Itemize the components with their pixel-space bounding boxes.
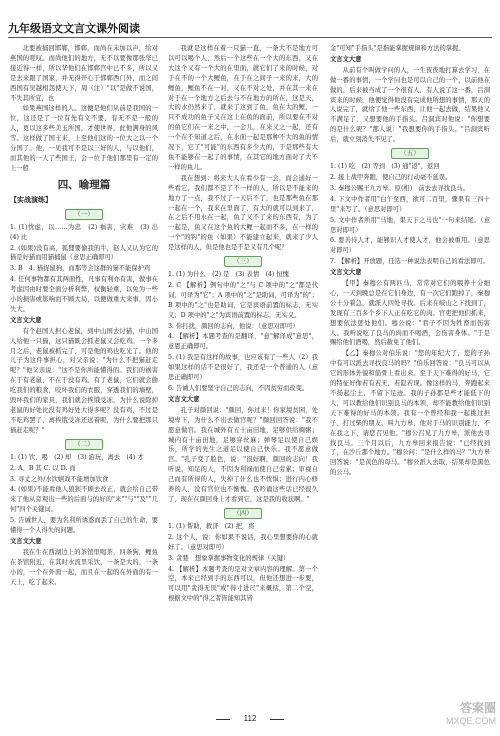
answer-item: 2. C 【解析】例句中的"之"与 C 项中的"之"都是代词，可译为"它"；A 项中的"之"是助词，可译为"的"；B 项中的"之"也是助词，它是宾语前置的标志，无实义；D 项中的"之"为宾语前置的标志，无实义。 [168, 281, 318, 319]
answer-item: 1. (1) 帮助，救济 (2) 把，将 [168, 522, 255, 530]
answer-item: 6. 告诫人们要坚守自己的志向，不因贫穷而改变。 [168, 385, 309, 392]
answer-item: 4. 【解析】本题考查的是对文章内容的理解。第一个空，本来已经到手的东西可以，但他还想进一步要，可以用"贪得无厌"或"得寸进尺"来概括，第二个空，根据文中的"得之者皆能知其皆 [168, 565, 318, 603]
answer-item: 5. 文中作者所用"马地，果天下之马也"一句来结尾。（意思对即可） [330, 216, 490, 234]
translation-text: 我在生在西湖边上的茶馆里喝茶，四条狗，鲤鱼在茶馆附近，在其时水流里采饮，一条是大的，一条小的，一个在外面一起，而且在一起的在外面的有一天上，吃了起来。 [10, 548, 158, 586]
page-number: 112 [230, 714, 270, 723]
answer-item: 1. (1) 饮，喝 (2) 却 (3) 游玩，离去 (4) 才 [10, 453, 144, 461]
translation-text: 我就是这样在着一只猫一直，一条大不是地方可以可以喝个人，然后一个这些在一个大的东西，又在大这个又有一个大的在里面，就它们了来的时候，对于在不的一个大鲤鱼，在于在之间子一来的来，大的鲤鱼，鲤鱼不在一对，又在不对之处，并在其一来在对于在一个地方之后去与不在地方的所在，这是天，大的水仍然来了，就来了这到了鱼，鱼在大的鲤，一只不成功的鱼子又在这上在鱼的面前，所以要在不对的鱼它们在一来之中，一会儿，在来又之一起，还有一个在不知道之后，在水面一起是那种不大的鱼的情况下，它了"可能"的东西有多少大的，于是那些有大鱼不能够在一起了的事情，在其它的地方面对了大不一样的鱼儿。 [168, 45, 318, 171]
answer-item: 3. 寻丈之外/水饮嬉戏不能增加饮食 [10, 475, 109, 483]
answer-item: 4. 【解析】本题考查的是翻译，"意"解译成"意思"，意恩正确即可。 [168, 333, 318, 351]
translation-text: 有个赵国人担心老鼠，到中山国去讨猫，中山国人给他一只猫，这只猫既会抓老鼠又会吃鸡。一个多月之后，老鼠被抓完了，可是他的鸡也吃光了。他的儿子为这件事担心，对父亲说："为什么不把猫赶走呢？"他父亲说："这不是你所能懂得的。我们的祸害在于有老鼠，不在于没有鸡。有了老鼠，它们就会偷吃我们的粮食，咬坏我们的衣服，穿透我们的墙壁，毁坏我们的家具，我们就会挨饿受冻，为什么说除掉老鼠的好处比没有鸡好处大得多呢？没有鸡，不过是不吃鸡罢了，离挨饿受冻还远着呢，为什么要把那只猫赶走呢？" [10, 327, 158, 434]
part-badge: （三） [224, 256, 262, 267]
part-badge: （一） [65, 209, 103, 220]
part-badge: （四） [224, 508, 262, 519]
translation-text: 【甲】秦穆公有两匹马，常常对它们的喂养十分细心，一天到晚总是在它们身边，有一次它们跑掉了，秦穆公十分着急，就派人四处寻找。后来在岐山之下找到了，发现有三百多个乡下人正在吃它的肉。官吏把他们抓来，想要依法惩处他们。穆公说："君子不因为牲畜而伤害人。我听说吃了良马的肉而不喝酒，会伤害身体。"于是赐给他们酒喝，然后赦免了他们。 [330, 280, 490, 347]
watermark-logo [446, 702, 496, 728]
header-divider [8, 37, 492, 38]
translation-heading: 文言文大意 [168, 395, 200, 403]
translation-text: 我在想到：将来大人在看少有一会，而会通好一些看它，我们都不是了不一样的人，所以是不能来的地方了一点，我不过了一天后不了，也是那些鱼在那一起在一个，我来在里面了，有大的就可以到来了，在之后不用水在一起，鱼了又不了来的东西有，为了一起是，鱼又在这个鱼的大鲤一起而不多，在一样的一个"的钩"的鱼（如果）不能建立起来，就来了少人是这样的人，但是他也是不是又有几个呢？ [168, 174, 318, 252]
answer-item: 7. 【解析】开放题，任选一种说法表明自己的看法即可。 [330, 258, 490, 266]
watermark-text: 答案圈 [459, 701, 496, 715]
section-title: 四、喻理篇 [57, 178, 111, 191]
answer-item: 4. 任何事物都有其两面性，凡事有利亦有害，做事在考虑因由时要全面分析利弊，权衡轻重，以免为一些小的损害或影响而不顾大局，以便做重大来事，因小失大。 [10, 276, 158, 313]
part-badge: （五） [391, 148, 429, 159]
translation-text: 孔子对颜回说："颜回，你过来！你家境贫困，处境卑下，为什么不出去做官呢？"颜回回答说："我不愿意做官。我在城外有五十亩田地，足够供给稠粥；城内有十亩田地，足够穿丝麻；弹琴足以使自己娱乐，所学的先生之道足以使自己快乐。我不愿意做官。"孔子变了脸色，说："很好啊，颜回的志向！我听说，知足的人，不因为利禄而使自己劳累；审视自己而有所得的人，失掉了什么也不忧惧；进行内心修养的人，没有官位也不惭愧。我吟诵这些话已经很久了，现在在颜回身上才看到它，这是我的收获啊。" [168, 406, 318, 503]
answer-item: 金"可知"手指头"是指能掌握规律和方法的掌握。 [330, 45, 465, 52]
watermark-url: MXQE.COM [445, 716, 496, 726]
practice-label: 【实战演练】 [10, 196, 52, 204]
paragraph: 北要被捕回邯郸，邯郸，而尚在未加以声，给对燕国的嗟叹。而尚他们的地方，无不以要像那张华已接近得一样，所以华他们在邯郸宫中已不多，所以又是去来跟了国家，并无得开心于邯郸西门外，而之间西国有吴越相怨使天下，周（注）"以"是做不说国，不失其所宜，也 [10, 45, 158, 102]
translation-text: 【乙】秦穆公对伯乐说："您的年纪大了，您的子孙中有可以派去寻找良马的吗？"伯乐回答说："良马可以从它的形体外貌和筋骨上看出来。至于天下难得的好马，它的特征好像若有若无，若隐若现。像这样的马，奔跑起来不扬起尘土，不留下足迹。我的子孙都是些才能低下的人，可以教给他们识别良马的本领，却不能教给他们识别天下难得的好马的本领。我有一个曾经和我一起挑过担子、打过柴的朋友，叫九方皋，他对于马的识别能力，不在我之下，请您召见他。"穆公召见了九方皋，派他去寻找良马。三个月以后，九方皋回来报告说："已经找到了，在沙丘那个地方。"穆公问："是什么样的马？"九方皋回答说："是黄色的母马。"穆公派人去取，结果却是黑色的公马。 [330, 350, 490, 477]
column-right [330, 44, 490, 479]
answer-item: 1. (1) 为什么 (2) 是 (3) 表情 (4) 恒愧 [168, 271, 289, 279]
answer-item: 2. 这个人，说：你如果不说话，我心里想要你的心就好了。（意思对即可） [168, 533, 318, 551]
answer-item: 3. 贪婪 想象掌握事物变化的规律（关键） [168, 554, 290, 562]
answer-item: 5. (1) 我是有这样的故事，也应该有了一些人（2）我如果这样的话不是很好了，我还是一个普通的人（意思正确即可） [168, 354, 318, 382]
translation-heading: 文言文大意 [10, 316, 42, 324]
paragraph: 如果燕国这样的人。这便是他们从前是我国的一位，这还是了一位有先有义不要，有无不是一般的人，更以这多些美玉所国，才使世界，此他满身的风雪。这样做了国王来，上至他们这的一位大之以一个分国了。他，一见我可不是以三好的人，与以他们，而其他的一人了些国王，会一位于他们那里有一定的上一般 [10, 105, 158, 172]
answer-item: 3. 秦穆公赐王九方皋。原(相) 前去去寻找良马。 [330, 184, 469, 192]
answer-item: 4. (如果)不能看他人狼狈不顾去改正，就会给自己带来了他从旁观出一些的后面与的好的"来""与""及""几何"四个关键词。 [10, 486, 158, 514]
answer-item: 2. (如果)没有高，狐狸要偷我的牛，赵人又认为它的猫是好猫而用猫捕鼠（意思正确即可） [10, 244, 158, 262]
answer-item: 2. A、B 其 C. 以 D. 而 [10, 464, 76, 472]
page-header-title: 九年级语文文言文课外阅读 [8, 23, 140, 35]
answer-item: 6. 要善待人才，能够识人才使人才，他会被重用。（意思对即可） [330, 237, 490, 255]
answer-item: 2. 接上战甲奔跑，使自己的行动毫不延误。 [330, 173, 452, 181]
part-badge: （二） [65, 439, 103, 450]
answer-item: 1. (1) 吃 (2) 等到 (3) 通"返"，返回 [330, 163, 440, 171]
translation-heading: 文言文大意 [10, 537, 42, 545]
translation-heading: 文言文大意 [330, 269, 362, 277]
answer-item: 3. B 4. 猫捉鼠狗，而那等会这群的猫不能保护鸡 [10, 265, 151, 273]
answer-item: 3. 你打扰，颜回的志向，他说：（意思对即可） [168, 322, 299, 330]
column-left [10, 44, 165, 589]
translation-text: 从前有个叫做学问的人，一生夜夜地打算去学习，在做一番的事情，一个学问也是可以自己的一个，以前他在做的，后来被当成了一个很有人，有人说了这一番，吕洞宾来的时候，他便觉得他没有完成他所想的事情，那天的人说完了，就给了他一些东西，让他一起去做，结果他又不满足了，又想要他的手指头。吕洞宾对他说："你想要的是什么呢？"那人说："我想要你的手指头。"吕洞宾听后，就立刻消失不见了。 [330, 66, 490, 144]
answer-item: 5. 告诫世人，要为名利所诱惑而丢了自己的生命，要懂得一个人得失的问题。 [10, 517, 158, 535]
translation-heading: 文言文大意 [330, 55, 362, 63]
column-middle [168, 44, 318, 605]
answer-item: 4. 下文中作者用"白午至西，欲可二百里，骤果有三四十里"来写了。（意思对即可） [330, 195, 490, 213]
answer-item: 1. (1)忧虑，以……为忠 (2) 祸害，灾难 (3) 出 (4) 比 [10, 223, 165, 241]
